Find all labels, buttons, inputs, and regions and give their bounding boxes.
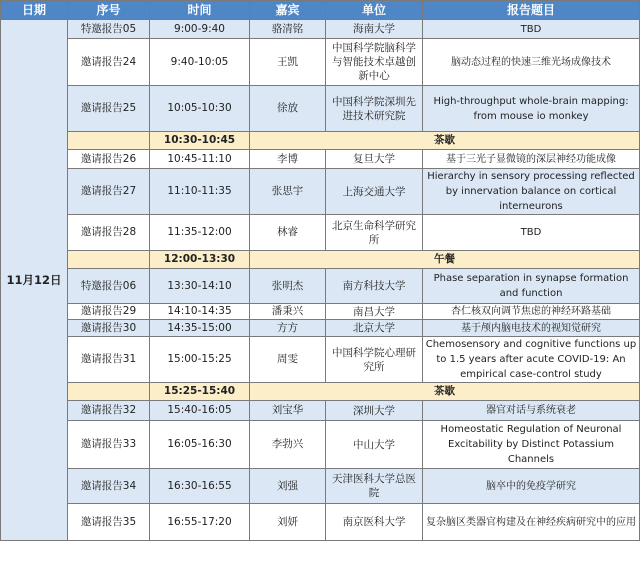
report-time: 13:30-14:10 <box>150 269 250 304</box>
talk-row <box>1 320 640 337</box>
header-no: 序号 <box>68 1 150 20</box>
speaker-name: 李勃兴 <box>250 421 326 469</box>
speaker-name: 张明杰 <box>250 269 326 304</box>
report-time: 16:05-16:30 <box>150 421 250 469</box>
header-row <box>1 1 640 20</box>
report-title: 杏仁核双向调节焦虑的神经环路基础 <box>423 304 640 320</box>
break-label: 茶歇 <box>250 132 640 150</box>
report-time: 16:55-17:20 <box>150 504 250 541</box>
report-time: 14:35-15:00 <box>150 320 250 337</box>
break-time: 12:00-13:30 <box>150 251 250 269</box>
speaker-org: 中国科学院脑科学与智能技术卓越创新中心 <box>326 39 423 86</box>
header-time: 时间 <box>150 1 250 20</box>
speaker-org: 北京生命科学研究所 <box>326 215 423 251</box>
break-row <box>1 251 640 269</box>
empty-cell <box>68 383 150 401</box>
report-number: 特邀报告06 <box>68 269 150 304</box>
report-time: 9:40-10:05 <box>150 39 250 86</box>
talk-row <box>1 304 640 320</box>
speaker-org: 海南大学 <box>326 20 423 39</box>
report-number: 邀请报告25 <box>68 86 150 132</box>
report-title: Phase separation in synapse formation and function <box>423 269 640 304</box>
report-number: 邀请报告29 <box>68 304 150 320</box>
talk-row <box>1 86 640 132</box>
report-time: 15:40-16:05 <box>150 401 250 421</box>
talk-row <box>1 215 640 251</box>
report-title: TBD <box>423 20 640 39</box>
report-title: Homeostatic Regulation of Neuronal Excitability by Distinct Potassium Channels <box>423 421 640 469</box>
talk-row <box>1 150 640 169</box>
speaker-name: 刘妍 <box>250 504 326 541</box>
report-title: 复杂脑区类器官构建及在神经疾病研究中的应用 <box>423 504 640 541</box>
speaker-name: 潘秉兴 <box>250 304 326 320</box>
speaker-org: 中山大学 <box>326 421 423 469</box>
break-label: 茶歇 <box>250 383 640 401</box>
speaker-org: 深圳大学 <box>326 401 423 421</box>
report-number: 特邀报告05 <box>68 20 150 39</box>
speaker-name: 张思宇 <box>250 169 326 215</box>
talk-row <box>1 337 640 383</box>
speaker-org: 南京医科大学 <box>326 504 423 541</box>
speaker-name: 刘宝华 <box>250 401 326 421</box>
speaker-name: 李博 <box>250 150 326 169</box>
report-title: 基于三光子显微镜的深层神经功能成像 <box>423 150 640 169</box>
report-number: 邀请报告28 <box>68 215 150 251</box>
report-title: 脑动态过程的快速三维光场成像技术 <box>423 39 640 86</box>
report-number: 邀请报告27 <box>68 169 150 215</box>
break-time: 15:25-15:40 <box>150 383 250 401</box>
speaker-org: 中国科学院深圳先进技术研究院 <box>326 86 423 132</box>
speaker-name: 林睿 <box>250 215 326 251</box>
report-number: 邀请报告26 <box>68 150 150 169</box>
break-label: 午餐 <box>250 251 640 269</box>
report-time: 9:00-9:40 <box>150 20 250 39</box>
report-number: 邀请报告31 <box>68 337 150 383</box>
report-time: 16:30-16:55 <box>150 469 250 504</box>
report-number: 邀请报告33 <box>68 421 150 469</box>
report-title: 脑卒中的免疫学研究 <box>423 469 640 504</box>
speaker-org: 上海交通大学 <box>326 169 423 215</box>
break-time: 10:30-10:45 <box>150 132 250 150</box>
report-time: 11:35-12:00 <box>150 215 250 251</box>
report-time: 10:05-10:30 <box>150 86 250 132</box>
report-number: 邀请报告35 <box>68 504 150 541</box>
report-title: Chemosensory and cognitive functions up to 1.5 years after acute COVID-19: An empirical case-control study <box>423 337 640 383</box>
report-title: Hierarchy in sensory processing reflected by innervation balance on cortical interneurons <box>423 169 640 215</box>
talk-row <box>1 269 640 304</box>
speaker-name: 王凯 <box>250 39 326 86</box>
report-time: 10:45-11:10 <box>150 150 250 169</box>
talk-row <box>1 469 640 504</box>
report-number: 邀请报告24 <box>68 39 150 86</box>
speaker-name: 徐放 <box>250 86 326 132</box>
report-time: 15:00-15:25 <box>150 337 250 383</box>
header-speaker: 嘉宾 <box>250 1 326 20</box>
report-title: High-throughput whole-brain mapping: from mouse io monkey <box>423 86 640 132</box>
talk-row <box>1 504 640 541</box>
report-number: 邀请报告32 <box>68 401 150 421</box>
report-title: 基于颅内脑电技术的视知觉研究 <box>423 320 640 337</box>
speaker-name: 刘强 <box>250 469 326 504</box>
talk-row <box>1 401 640 421</box>
break-row <box>1 383 640 401</box>
speaker-org: 复旦大学 <box>326 150 423 169</box>
speaker-org: 天津医科大学总医院 <box>326 469 423 504</box>
header-title: 报告题目 <box>423 1 640 20</box>
speaker-name: 骆清铭 <box>250 20 326 39</box>
report-title: 器官对话与系统衰老 <box>423 401 640 421</box>
report-number: 邀请报告34 <box>68 469 150 504</box>
report-number: 邀请报告30 <box>68 320 150 337</box>
speaker-name: 方方 <box>250 320 326 337</box>
break-row <box>1 132 640 150</box>
empty-cell <box>68 251 150 269</box>
speaker-org: 北京大学 <box>326 320 423 337</box>
empty-cell <box>68 132 150 150</box>
report-title: TBD <box>423 215 640 251</box>
header-date: 日期 <box>1 1 68 20</box>
talk-row <box>1 20 640 39</box>
speaker-org: 中国科学院心理研究所 <box>326 337 423 383</box>
speaker-name: 周雯 <box>250 337 326 383</box>
talk-row <box>1 421 640 469</box>
schedule-body <box>1 20 640 541</box>
report-time: 14:10-14:35 <box>150 304 250 320</box>
talk-row <box>1 39 640 86</box>
speaker-org: 南方科技大学 <box>326 269 423 304</box>
report-time: 11:10-11:35 <box>150 169 250 215</box>
speaker-org: 南昌大学 <box>326 304 423 320</box>
header-org: 单位 <box>326 1 423 20</box>
date-cell: 11月12日 <box>1 20 68 541</box>
talk-row <box>1 169 640 215</box>
